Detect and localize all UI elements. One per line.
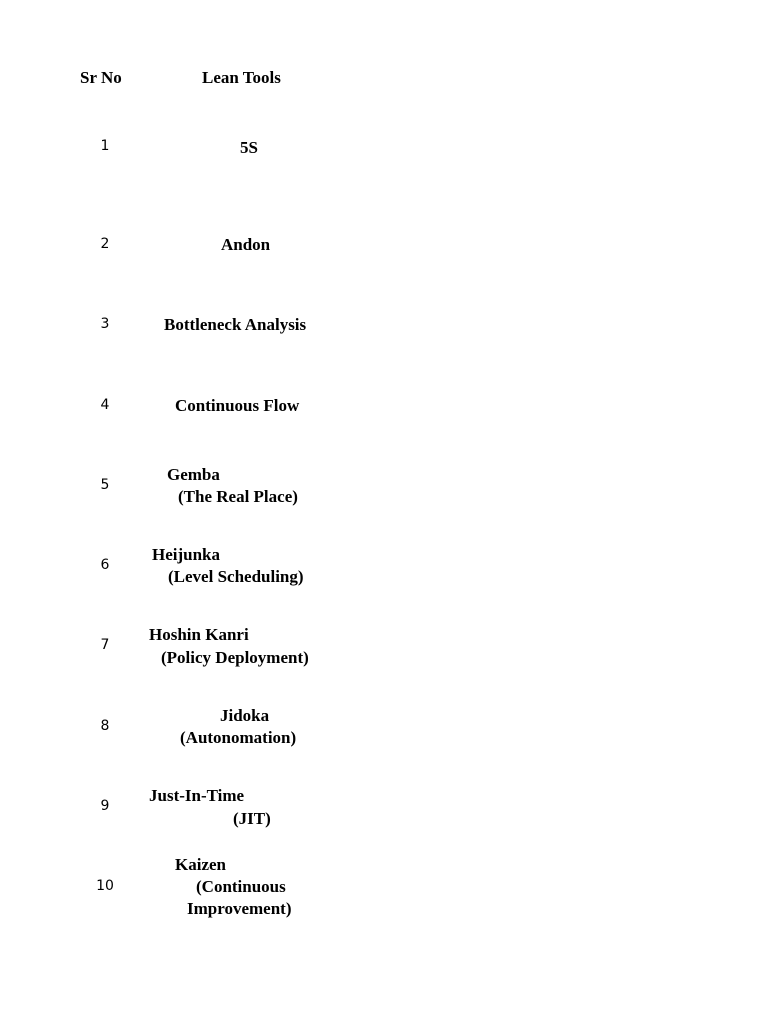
tool-name: 5S — [240, 138, 258, 157]
tool-name: Bottleneck Analysis — [164, 315, 307, 334]
tool-subtitle: (Autonomation) — [180, 728, 297, 747]
tool-subtitle: (The Real Place) — [178, 487, 298, 506]
tool-name: Andon — [221, 235, 271, 254]
row-number: 3 — [100, 316, 110, 332]
tool-name: Hoshin Kanri — [149, 625, 249, 644]
tool-subtitle: Improvement) — [187, 899, 292, 918]
tool-name: Continuous Flow — [175, 396, 300, 415]
tool-subtitle: (Level Scheduling) — [168, 567, 304, 586]
tool-name: Just-In-Time — [149, 786, 245, 805]
tool-subtitle: (JIT) — [233, 809, 271, 828]
tool-name: Kaizen — [175, 855, 226, 874]
tool-name: Gemba — [167, 465, 220, 484]
tool-name: Jidoka — [220, 706, 270, 725]
row-number: 8 — [100, 718, 110, 734]
row-number: 2 — [100, 236, 110, 252]
row-number: 1 — [100, 138, 110, 154]
column-header-lean-tools: Lean Tools — [202, 68, 281, 87]
tool-subtitle: (Policy Deployment) — [161, 648, 309, 667]
tool-subtitle: (Continuous — [196, 877, 286, 896]
row-number: 7 — [100, 637, 110, 653]
column-header-sr-no: Sr No — [80, 68, 122, 87]
row-number: 4 — [100, 397, 110, 413]
row-number: 5 — [100, 477, 110, 493]
tool-name: Heijunka — [152, 545, 221, 564]
row-number: 9 — [100, 798, 110, 814]
row-number: 10 — [96, 878, 114, 894]
row-number: 6 — [100, 557, 110, 573]
